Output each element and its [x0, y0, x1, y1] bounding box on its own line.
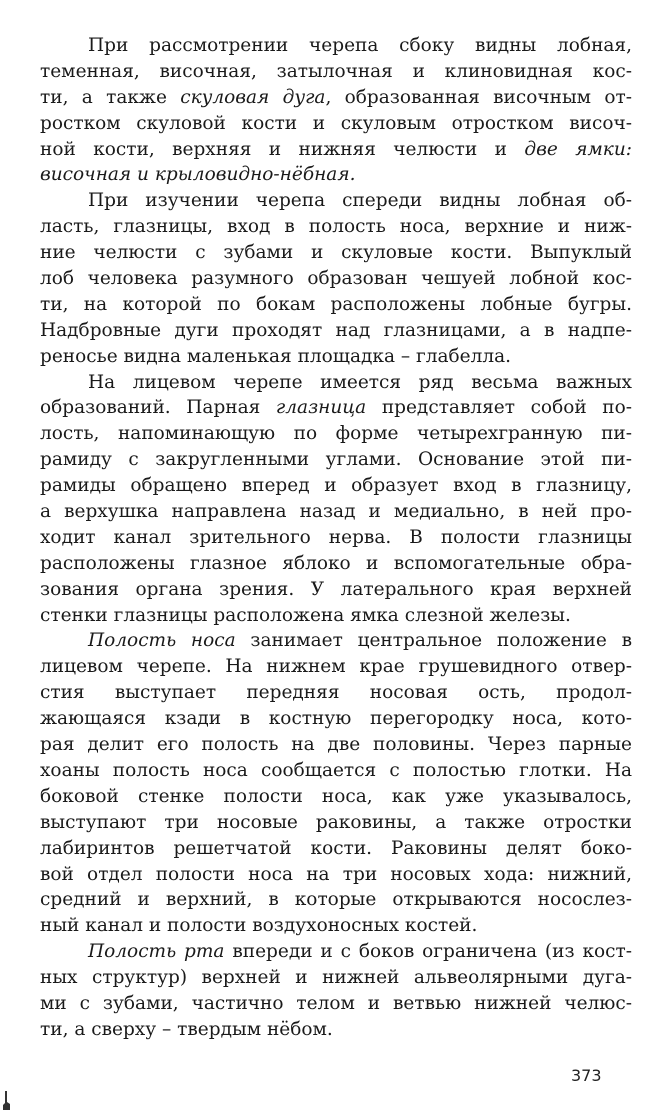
text-run: ростком скуловой кости и скуловым отростком височ- — [40, 112, 632, 134]
text-run: стия выступает передняя носовая ость, продол- — [40, 682, 632, 704]
text-run: представляет собой по- — [366, 397, 632, 419]
text-run: занимает центральное положение в — [235, 630, 632, 652]
text-line — [40, 525, 632, 551]
text-run: ти, а также — [40, 86, 181, 108]
text-run: ной кости, верхняя и нижняя челюсти и — [40, 138, 525, 160]
text-line — [40, 240, 632, 266]
text-line — [40, 59, 632, 85]
text-line — [40, 447, 632, 473]
text-run: Надбровные дуги проходят над глазницами, а в надпе- — [40, 319, 632, 341]
text-line — [40, 836, 632, 862]
text-run: лицевом черепе. На нижнем крае грушевидного отвер- — [40, 656, 632, 678]
text-run: стенки глазницы расположена ямка слезной железы. — [40, 604, 571, 626]
italic-term: глазница — [275, 397, 367, 419]
italic-term: височная и крыловидно-нёбная. — [40, 164, 356, 186]
text-line — [40, 551, 632, 577]
text-run: рая делит его полость на две половины. Через парные — [40, 734, 632, 756]
text-line — [40, 991, 632, 1017]
text-line — [40, 214, 632, 240]
text-line — [40, 1017, 632, 1043]
text-line — [40, 628, 632, 654]
scan-corner-mark — [2, 1090, 12, 1112]
text-line — [40, 421, 632, 447]
text-run: На лицевом черепе имеется ряд весьма важных — [88, 371, 632, 393]
text-line — [40, 732, 632, 758]
text-run: боковой стенке полости носа, как уже указывалось, — [40, 785, 632, 807]
text-run: рамиды обращено вперед и образует вход в глазницу, — [40, 475, 632, 497]
text-line — [40, 33, 632, 59]
page-number: 373 — [571, 1066, 602, 1085]
text-line — [40, 862, 632, 888]
text-line — [40, 344, 632, 370]
text-line — [40, 395, 632, 421]
text-run: , образованная височным от- — [325, 86, 632, 108]
text-run: выступают три носовые раковины, а также отростки — [40, 811, 632, 833]
text-line — [40, 111, 632, 137]
paragraph — [40, 33, 632, 188]
text-run: образований. Парная — [40, 397, 276, 419]
text-line — [40, 784, 632, 810]
text-run: ласть, глазницы, вход в полость носа, верхние и ниж- — [40, 216, 632, 238]
text-run: При рассмотрении черепа сбоку видны лобная, — [88, 35, 632, 56]
text-line — [40, 370, 632, 396]
text-run: лость, напоминающую по форме четырехгранную пи- — [40, 423, 632, 445]
italic-term: две ямки: — [524, 138, 632, 160]
paragraph — [40, 370, 632, 629]
text-line — [40, 266, 632, 292]
text-run: впереди и с боков ограничена (из кост- — [224, 941, 632, 963]
text-run: зования органа зрения. У латерального края верхней — [40, 578, 632, 600]
text-line — [40, 887, 632, 913]
book-page-text — [40, 33, 632, 1043]
text-line — [40, 292, 632, 318]
text-run: теменная, височная, затылочная и клиновидная кос- — [40, 60, 632, 82]
paragraph — [40, 188, 632, 369]
text-line — [40, 939, 632, 965]
text-run: ти, а сверху – твердым нёбом. — [40, 1018, 333, 1040]
text-run: а верхушка направлена назад и медиально, в ней про- — [40, 501, 632, 523]
text-line — [40, 137, 632, 163]
text-run: ти, на которой по бокам расположены лобные бугры. — [40, 293, 632, 315]
text-run: лабиринтов решетчатой кости. Раковины делят боко- — [40, 837, 632, 859]
text-run: ние челюсти с зубами и скуловые кости. Выпуклый — [40, 242, 632, 264]
text-run: жающаяся кзади в костную перегородку носа, кото- — [40, 708, 632, 730]
text-run: ходит канал зрительного нерва. В полости глазницы — [40, 526, 632, 548]
text-run: ми с зубами, частично телом и ветвью нижней челюс- — [40, 992, 632, 1014]
text-line — [40, 680, 632, 706]
text-line — [40, 188, 632, 214]
text-line — [40, 758, 632, 784]
text-run: вой отдел полости носа на три носовых хода: нижний, — [40, 863, 632, 885]
text-run: ный канал и полости воздухоносных костей. — [40, 915, 478, 937]
text-run: средний и верхний, в которые открываются носослез- — [40, 889, 632, 911]
text-line — [40, 706, 632, 732]
text-line — [40, 318, 632, 344]
italic-term: Полость рта — [88, 941, 225, 963]
paragraph — [40, 939, 632, 1043]
text-run: реносье видна маленькая площадка – глабелла. — [40, 345, 511, 367]
text-line — [40, 499, 632, 525]
text-run: хоаны полость носа сообщается с полостью глотки. На — [40, 759, 632, 781]
text-line — [40, 162, 632, 188]
text-line — [40, 85, 632, 111]
text-run: лоб человека разумного образован чешуей лобной кос- — [40, 268, 632, 290]
text-line — [40, 654, 632, 680]
text-run: расположены глазное яблоко и вспомогательные обра- — [40, 552, 632, 574]
italic-term: скуловая дуга — [180, 86, 326, 108]
italic-term: Полость носа — [88, 630, 236, 652]
text-run: При изучении черепа спереди видны лобная об- — [88, 190, 632, 212]
text-run: рамиду с закругленными углами. Основание этой пи- — [40, 449, 632, 471]
text-run: ных структур) верхней и нижней альвеолярными дуга- — [40, 967, 632, 989]
text-line — [40, 913, 632, 939]
text-line — [40, 810, 632, 836]
paragraph — [40, 628, 632, 939]
text-line — [40, 603, 632, 629]
text-line — [40, 577, 632, 603]
text-line — [40, 473, 632, 499]
text-line — [40, 965, 632, 991]
